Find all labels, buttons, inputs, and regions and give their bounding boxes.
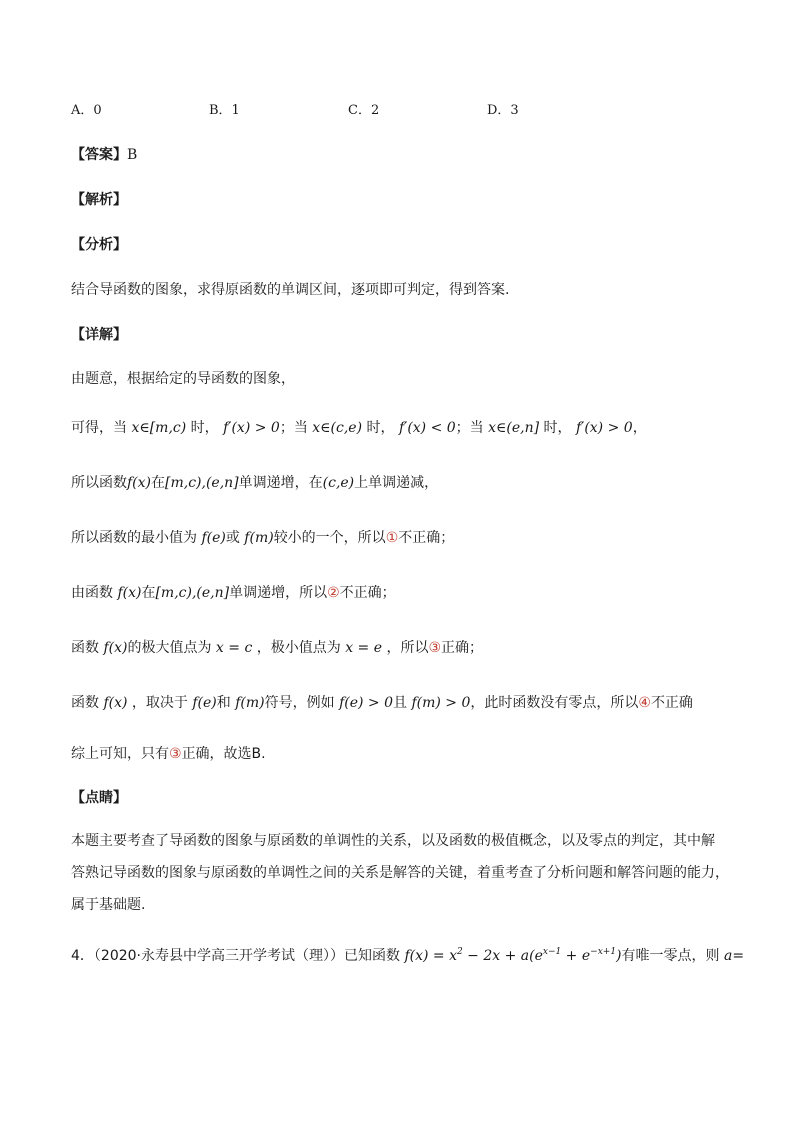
dianjing-paragraph-2: 答熟记导函数的图象与原函数的单调性之间的关系是解答的关键，着重考查了分析问题和解答问题的能力， bbox=[71, 865, 729, 881]
detail-line-2 bbox=[71, 419, 647, 437]
text: 函数 bbox=[71, 695, 99, 711]
detail-line-7 bbox=[71, 694, 693, 712]
math-function: f(x) bbox=[103, 640, 128, 656]
math-interval: [m,c),(e,n] bbox=[155, 585, 230, 601]
math-equation: x = e bbox=[345, 640, 383, 656]
text: ， bbox=[632, 420, 647, 436]
fenxi-label: 【分析】 bbox=[71, 237, 127, 253]
math-interval: [m,c),(e,n] bbox=[165, 475, 239, 491]
circled-number: ① bbox=[385, 530, 399, 546]
math-interval: x∈(c,e) bbox=[312, 420, 363, 436]
analysis-label: 【解析】 bbox=[71, 192, 127, 208]
math-inequality: f(m) > 0 bbox=[411, 695, 471, 711]
text: ，极小值点为 bbox=[256, 640, 341, 656]
math-function: f(x) bbox=[117, 585, 142, 601]
text: 时， bbox=[543, 420, 572, 436]
dianjing-label: 【点睛】 bbox=[71, 790, 127, 806]
math-interval: (c,e) bbox=[322, 475, 355, 491]
text: 正确； bbox=[441, 640, 484, 656]
text: 的极大值点为 bbox=[127, 640, 212, 656]
dianjing-paragraph-3: 属于基础题. bbox=[71, 897, 146, 913]
option-b: B．1 bbox=[209, 103, 240, 118]
text: ，所以 bbox=[386, 640, 429, 656]
text: 单调递增，所以 bbox=[229, 585, 328, 601]
option-a: A．0 bbox=[71, 103, 102, 118]
text: 或 bbox=[225, 530, 240, 546]
math-variable: a= bbox=[723, 948, 745, 964]
math-function-definition: $f(x) = x^2 - 2x + a(e^{x-1} + e^{-x+1})$ bbox=[404, 947, 622, 964]
math-function: f(e) bbox=[192, 695, 217, 711]
math-function: f(x) bbox=[127, 475, 152, 491]
text: 符号，例如 bbox=[264, 695, 335, 711]
fenxi-text: 结合导函数的图象，求得原函数的单调区间，逐项即可判定，得到答案. bbox=[71, 282, 510, 298]
math-interval: x∈[m,c) bbox=[131, 420, 187, 436]
text: 上单调递减， bbox=[354, 475, 439, 491]
math-interval: x∈(e,n] bbox=[488, 420, 540, 436]
math-function: f(m) bbox=[244, 530, 274, 546]
text: 在 bbox=[151, 475, 166, 491]
text: 不正确 bbox=[650, 695, 693, 711]
math-function: f(e) bbox=[201, 530, 226, 546]
answer-line bbox=[71, 146, 137, 164]
text: 不正确； bbox=[398, 530, 455, 546]
text: 由函数 bbox=[71, 585, 113, 601]
option-c: C．2 bbox=[348, 103, 380, 118]
detail-line-1: 由题意，根据给定的导函数的图象， bbox=[71, 371, 295, 387]
text: 时， bbox=[366, 420, 395, 436]
detail-line-6 bbox=[71, 639, 483, 657]
text: ；当 bbox=[279, 420, 308, 436]
text: 所以函数 bbox=[71, 475, 127, 491]
text: 时， bbox=[190, 420, 219, 436]
question-4-prefix: 4．（2020·永寿县中学高三开学考试（理））已知函数 bbox=[71, 948, 400, 964]
text: ，取决于 bbox=[131, 695, 188, 711]
option-d: D．3 bbox=[487, 103, 519, 118]
text: 较小的一个，所以 bbox=[273, 530, 386, 546]
text: 在 bbox=[141, 585, 156, 601]
answer-label: 【答案】 bbox=[71, 147, 127, 163]
math-function: f(m) bbox=[235, 695, 265, 711]
circled-number: ④ bbox=[638, 695, 651, 711]
math-function: f(x) bbox=[103, 695, 128, 711]
text: 不正确； bbox=[339, 585, 396, 601]
detail-line-4 bbox=[71, 529, 454, 547]
question-4 bbox=[71, 947, 744, 965]
dianjing-paragraph-1: 本题主要考查了导函数的图象与原函数的单调性的关系，以及函数的极值概念，以及零点的判定，其中解 bbox=[71, 833, 715, 849]
text: 单调递增，在 bbox=[238, 475, 323, 491]
text: 综上可知，只有 bbox=[71, 746, 169, 762]
math-derivative: f′(x) > 0 bbox=[575, 420, 633, 436]
detail-label: 【详解】 bbox=[71, 327, 127, 343]
text: 正确，故选B. bbox=[181, 746, 266, 762]
text: ；当 bbox=[455, 420, 484, 436]
text: 且 bbox=[393, 695, 407, 711]
circled-number: ③ bbox=[169, 746, 182, 762]
math-inequality: f(e) > 0 bbox=[339, 695, 393, 711]
detail-line-8 bbox=[71, 745, 266, 763]
math-derivative: f′(x) > 0 bbox=[223, 420, 280, 436]
circled-number: ③ bbox=[428, 640, 442, 656]
detail-line-5 bbox=[71, 584, 396, 602]
math-derivative: f′(x) < 0 bbox=[398, 420, 456, 436]
text: 函数 bbox=[71, 640, 99, 656]
answer-value: B bbox=[127, 147, 138, 163]
detail-line-3 bbox=[71, 474, 438, 492]
circled-number: ② bbox=[327, 585, 340, 601]
math-equation: x = c bbox=[215, 640, 253, 656]
text: 可得，当 bbox=[71, 420, 127, 436]
text: 和 bbox=[216, 695, 231, 711]
question-4-suffix: 有唯一零点，则 bbox=[621, 948, 720, 964]
text: 所以函数的最小值为 bbox=[71, 530, 197, 546]
text: ，此时函数没有零点，所以 bbox=[470, 695, 639, 711]
